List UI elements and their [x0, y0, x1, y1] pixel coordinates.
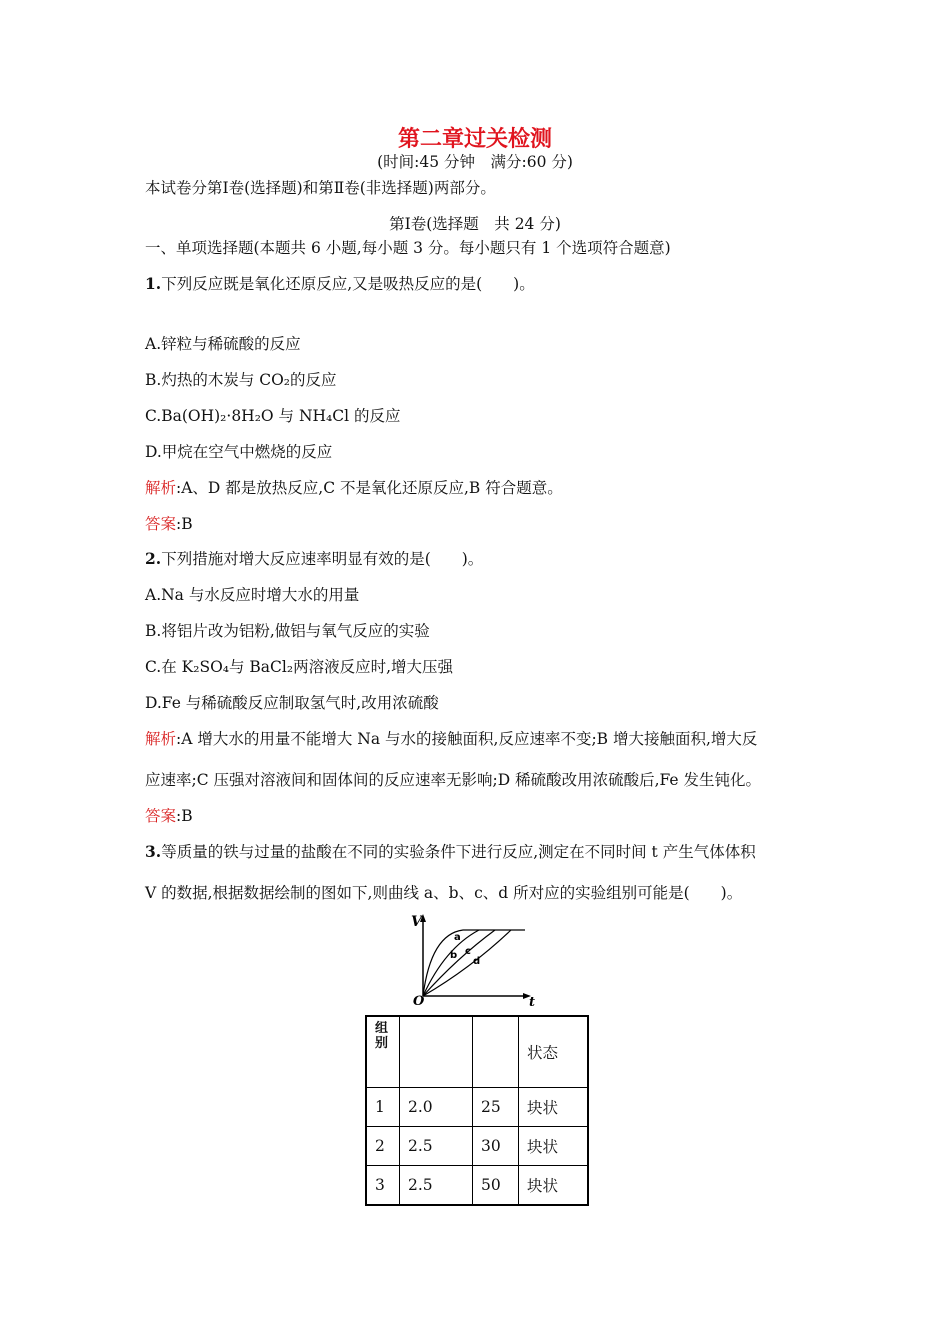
option-a: A.Na 与水反应时增大水的用量	[145, 586, 360, 604]
table-cell: 块状	[519, 1127, 589, 1166]
analysis-label: 解析	[145, 479, 177, 497]
curve-label-d: d	[473, 956, 481, 967]
section-title: 第Ⅰ卷(选择题 共 24 分)	[389, 215, 561, 233]
answer-label: 答案	[145, 515, 177, 533]
table-cell: 块状	[519, 1088, 589, 1127]
option-a: A.锌粒与稀硫酸的反应	[145, 335, 301, 353]
question-2	[145, 549, 483, 569]
table-cell: 30	[473, 1127, 519, 1166]
exam-info: (时间:45 分钟 满分:60 分)	[377, 153, 573, 171]
table-row	[366, 1127, 588, 1166]
analysis-text: :A 增大水的用量不能增大 Na 与水的接触面积,反应速率不变;B 增大接触面积,增大反	[176, 730, 758, 748]
analysis-1	[145, 478, 563, 498]
table-cell: 50	[473, 1166, 519, 1206]
question-3-continued: V 的数据,根据数据绘制的图如下,则曲线 a、b、c、d 所对应的实验组别可能是( )。	[145, 884, 743, 902]
volume-time-graph	[405, 912, 545, 1007]
option-c: C.在 K₂SO₄与 BaCl₂两溶液反应时,增大压强	[145, 658, 454, 676]
table-cell: 块状	[519, 1166, 589, 1206]
answer-text: :B	[176, 807, 193, 825]
analysis-label: 解析	[145, 730, 177, 748]
table-cell: 1	[366, 1088, 400, 1127]
y-axis-label: V	[411, 914, 422, 930]
analysis-text: :A、D 都是放热反应,C 不是氧化还原反应,B 符合题意。	[176, 479, 563, 497]
answer-2	[145, 806, 193, 826]
option-d: D.甲烷在空气中燃烧的反应	[145, 443, 333, 461]
table-cell: 3	[366, 1166, 400, 1206]
answer-1	[145, 514, 193, 534]
question-number: 3.	[145, 842, 162, 861]
table-cell: 2.5	[400, 1166, 473, 1206]
experiment-table	[365, 1015, 589, 1206]
option-b: B.将铝片改为铝粉,做铝与氧气反应的实验	[145, 622, 430, 640]
question-3	[145, 842, 756, 862]
table-cell: 2.0	[400, 1088, 473, 1127]
answer-label: 答案	[145, 807, 177, 825]
answer-text: :B	[176, 515, 193, 533]
table-cell: 2	[366, 1127, 400, 1166]
question-stem: 下列措施对增大反应速率明显有效的是( )。	[161, 550, 484, 568]
header-cell	[400, 1016, 473, 1088]
origin-label: O	[413, 994, 425, 1007]
option-c: C.Ba(OH)₂·8H₂O 与 NH₄Cl 的反应	[145, 407, 401, 425]
table-cell: 2.5	[400, 1127, 473, 1166]
option-d: D.Fe 与稀硫酸反应制取氢气时,改用浓硫酸	[145, 694, 439, 712]
curve-d	[423, 930, 511, 996]
page-title: 第二章过关检测	[397, 127, 552, 152]
header-state: 状态	[519, 1016, 589, 1088]
option-b: B.灼热的木炭与 CO₂的反应	[145, 371, 337, 389]
table-row	[366, 1088, 588, 1127]
curve-label-a: a	[454, 932, 461, 943]
header-cell	[473, 1016, 519, 1088]
x-axis-label: t	[529, 995, 536, 1007]
header-group: 组别	[366, 1016, 400, 1088]
table-cell: 25	[473, 1088, 519, 1127]
question-1	[145, 274, 535, 294]
section-instructions: 一、单项选择题(本题共 6 小题,每小题 3 分。每小题只有 1 个选项符合题意)	[145, 239, 671, 257]
curve-label-b: b	[450, 950, 458, 961]
question-number: 1.	[145, 274, 162, 293]
analysis-2-continued: 应速率;C 压强对溶液间和固体间的反应速率无影响;D 稀硫酸改用浓硫酸后,Fe 发生钝化。	[145, 771, 762, 789]
curve-label-c: c	[465, 946, 471, 957]
analysis-2	[145, 729, 757, 749]
question-stem: 下列反应既是氧化还原反应,又是吸热反应的是( )。	[161, 275, 535, 293]
question-number: 2.	[145, 549, 162, 568]
intro-text: 本试卷分第Ⅰ卷(选择题)和第Ⅱ卷(非选择题)两部分。	[145, 179, 496, 197]
table-header-row	[366, 1016, 588, 1088]
question-stem: 等质量的铁与过量的盐酸在不同的实验条件下进行反应,测定在不同时间 t 产生气体体积	[161, 843, 756, 861]
table-row	[366, 1166, 588, 1206]
